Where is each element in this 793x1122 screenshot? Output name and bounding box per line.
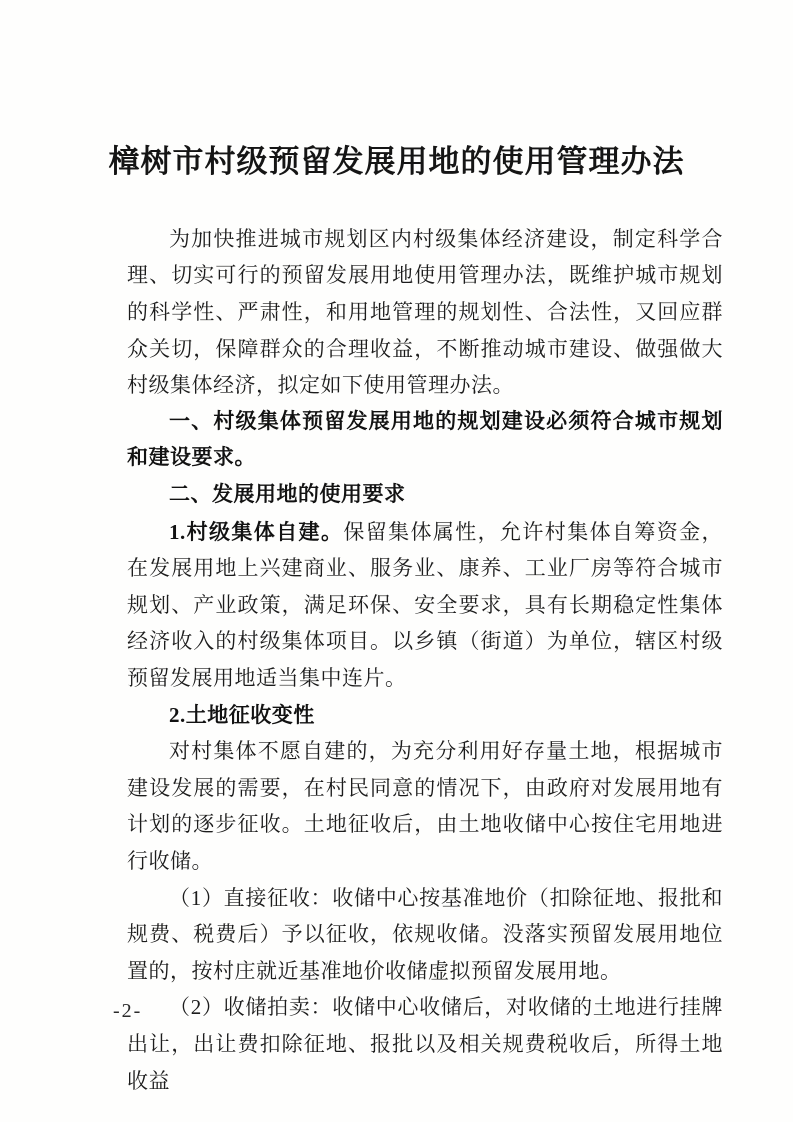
paragraph-item-2-intro: 对村集体不愿自建的，为充分利用好存量土地，根据城市建设发展的需要，在村民同意的情况下，由政府对发展用地有计划的逐步征收。土地征收后，由土地收储中心按住宅用地进行收储。 bbox=[127, 739, 723, 873]
document-title: 樟树市村级预留发展用地的使用管理办法 bbox=[108, 144, 685, 179]
section-1-heading: 一、村级集体预留发展用地的规划建设必须符合城市规划和建设要求。 bbox=[127, 409, 723, 470]
paragraph-item-1-village-self-build bbox=[127, 514, 723, 697]
item-1-lead-label: 1.村级集体自建。 bbox=[169, 519, 344, 544]
document-body bbox=[127, 221, 723, 1099]
item-1-body-text: 保留集体属性，允许村集体自筹资金，在发展用地上兴建商业、服务业、康养、工业厂房等符合城市规划、产业政策，满足环保、安全要求，具有长期稳定性集体经济收入的村级集体项目。以乡镇（街道）为单位，辖区村级预留发展用地适当集中连片。 bbox=[127, 519, 724, 690]
paragraph-sub-1-direct-expropriation: （1）直接征收：收储中心按基准地价（扣除征地、报批和规费、税费后）予以征收，依规收储。没落实预留发展用地位置的，按村庄就近基准地价收储虚拟预留发展用地。 bbox=[127, 885, 723, 983]
paragraph-sub-2-storage-auction: （2）收储拍卖：收储中心收储后，对收储的土地进行挂牌出让，出让费扣除征地、报批以及相关规费税收后，所得土地收益 bbox=[127, 995, 723, 1093]
section-2-heading: 二、发展用地的使用要求 bbox=[169, 483, 406, 506]
page-number: -2- bbox=[113, 1000, 143, 1022]
paragraph-preamble: 为加快推进城市规划区内村级集体经济建设，制定科学合理、切实可行的预留发展用地使用管理办法，既维护城市规划的科学性、严肃性，和用地管理的规划性、合法性，又回应群众关切，保障群众的合理收益，不断推动城市建设、做强做大村级集体经济，拟定如下使用管理办法。 bbox=[127, 226, 723, 398]
item-2-heading-land-expropriation: 2.土地征收变性 bbox=[169, 702, 315, 727]
